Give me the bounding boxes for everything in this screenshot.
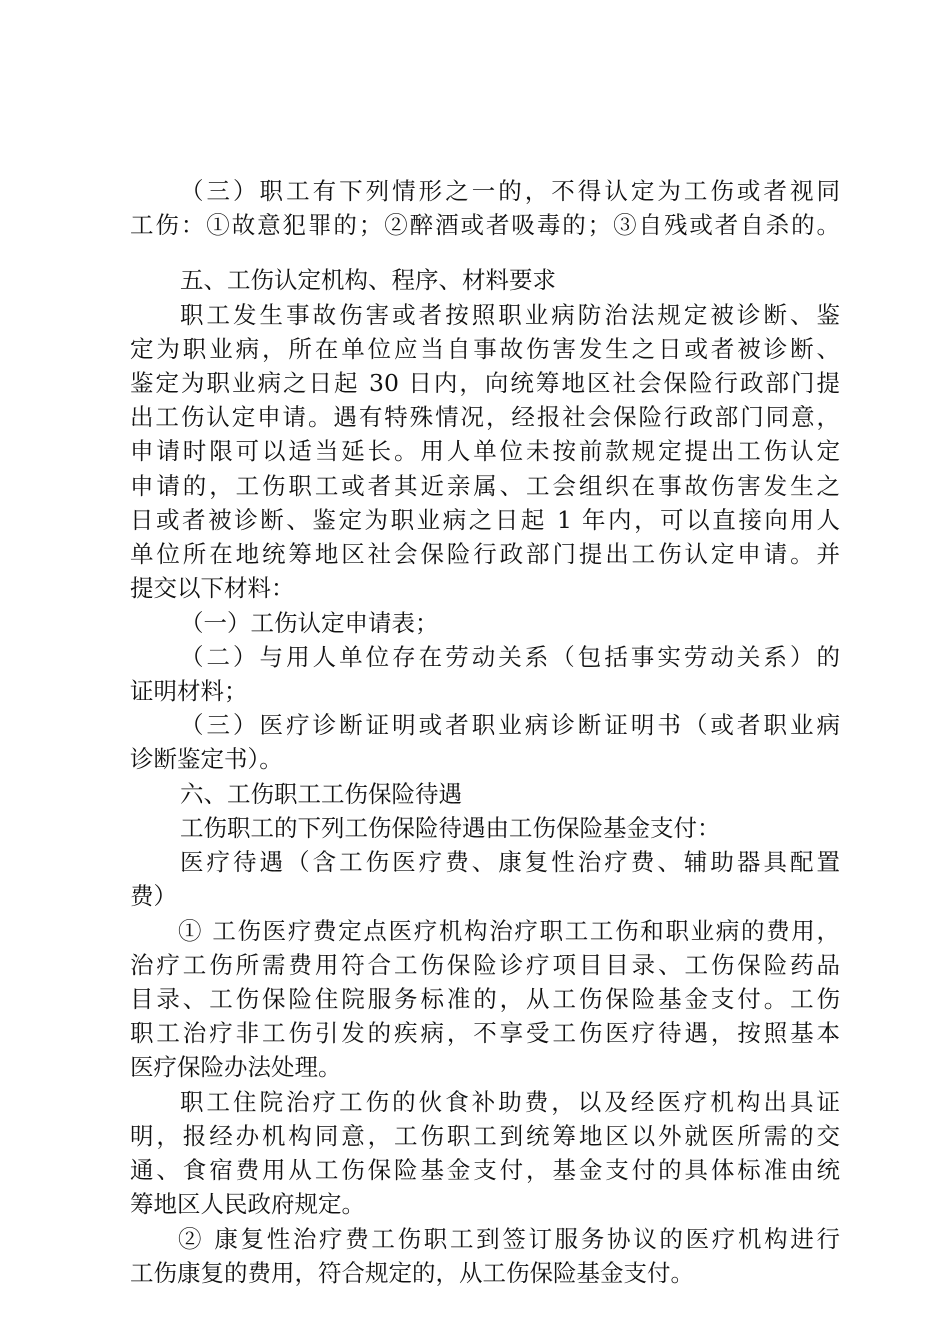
section-heading: 五、工伤认定机构、程序、材料要求 bbox=[180, 266, 556, 294]
text-line: 提交以下材料： bbox=[130, 574, 295, 602]
text-line: 单位所在地统筹地区社会保险行政部门提出工伤认定申请。并 bbox=[130, 540, 840, 568]
list-item: （一）工伤认定申请表； bbox=[180, 609, 439, 637]
text-line: 鉴定为职业病之日起 30 日内，向统筹地区社会保险行政部门提 bbox=[130, 369, 840, 397]
section-heading: 六、工伤职工工伤保险待遇 bbox=[180, 780, 462, 808]
text-line: 职工住院治疗工伤的伙食补助费，以及经医疗机构出具证 bbox=[180, 1088, 840, 1116]
text-line: 诊断鉴定书）。 bbox=[130, 745, 283, 773]
text-line: ② 康复性治疗费工伤职工到签订服务协议的医疗机构进行 bbox=[178, 1225, 840, 1253]
text-line: ① 工伤医疗费定点医疗机构治疗职工工伤和职业病的费用， bbox=[178, 917, 840, 945]
text-line: 出工伤认定申请。遇有特殊情况，经报社会保险行政部门同意， bbox=[130, 403, 840, 431]
text-line: 筹地区人民政府规定。 bbox=[130, 1190, 365, 1218]
text-line: 工伤康复的费用，符合规定的，从工伤保险基金支付。 bbox=[130, 1259, 694, 1287]
text-line: 医疗待遇（含工伤医疗费、康复性治疗费、辅助器具配置 bbox=[180, 848, 840, 876]
text-line: 明，报经办机构同意，工伤职工到统筹地区以外就医所需的交 bbox=[130, 1122, 840, 1150]
text-line: （三）职工有下列情形之一的，不得认定为工伤或者视同 bbox=[180, 177, 840, 205]
text-line: 费） bbox=[130, 882, 177, 910]
text-line: 定为职业病，所在单位应当自事故伤害发生之日或者被诊断、 bbox=[130, 335, 840, 363]
text-line: 目录、工伤保险住院服务标准的，从工伤保险基金支付。工伤 bbox=[130, 985, 840, 1013]
text-line: 证明材料； bbox=[130, 677, 248, 705]
list-item: （二）与用人单位存在劳动关系（包括事实劳动关系）的 bbox=[180, 643, 840, 671]
text-line: 职工发生事故伤害或者按照职业病防治法规定被诊断、鉴 bbox=[180, 301, 840, 329]
text-line: 申请的，工伤职工或者其近亲属、工会组织在事故伤害发生之 bbox=[130, 472, 840, 500]
text-line: 治疗工伤所需费用符合工伤保险诊疗项目目录、工伤保险药品 bbox=[130, 951, 840, 979]
text-line: 申请时限可以适当延长。用人单位未按前款规定提出工伤认定 bbox=[130, 437, 840, 465]
text-line: 职工治疗非工伤引发的疾病，不享受工伤医疗待遇，按照基本 bbox=[130, 1019, 840, 1047]
text-line: 工伤：①故意犯罪的；②醉酒或者吸毒的；③自残或者自杀的。 bbox=[130, 211, 840, 239]
text-line: 通、食宿费用从工伤保险基金支付，基金支付的具体标准由统 bbox=[130, 1156, 840, 1184]
text-line: 日或者被诊断、鉴定为职业病之日起 1 年内，可以直接向用人 bbox=[130, 506, 840, 534]
text-line: 工伤职工的下列工伤保险待遇由工伤保险基金支付： bbox=[180, 814, 721, 842]
list-item: （三）医疗诊断证明或者职业病诊断证明书（或者职业病 bbox=[180, 711, 840, 739]
text-line: 医疗保险办法处理。 bbox=[130, 1053, 342, 1081]
